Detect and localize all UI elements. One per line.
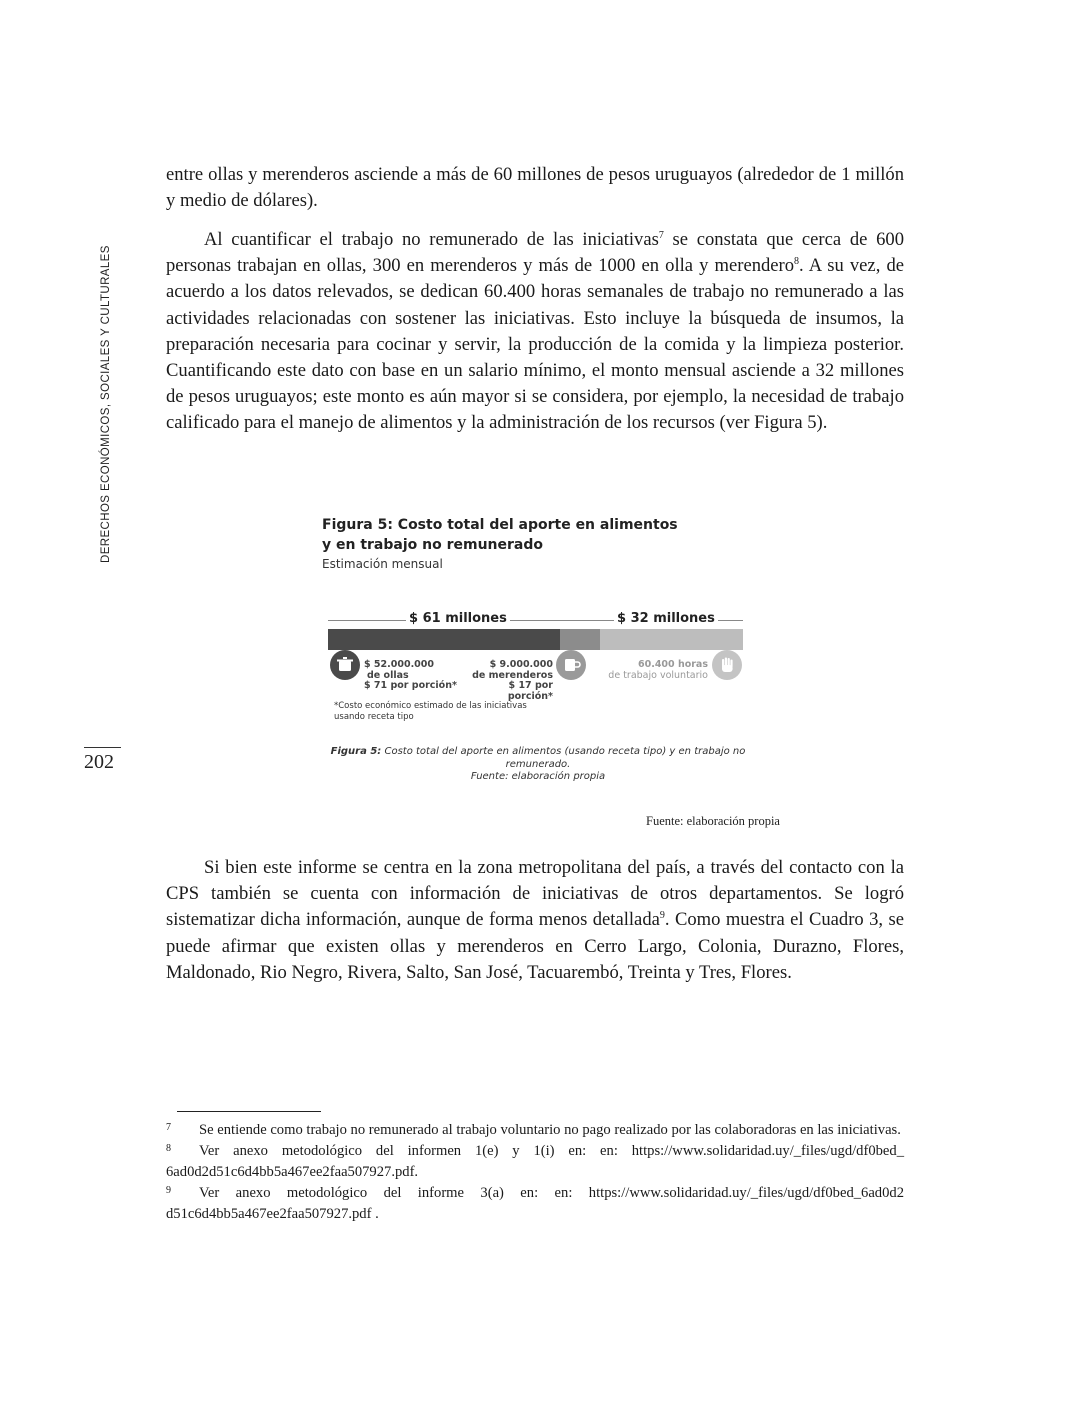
ollas-value: $ 52.000.000 de ollas $ 71 por porción* bbox=[364, 659, 457, 691]
paragraph-2-text-c: . A su vez, de acuerdo a los datos relevados, se dedican 60.400 horas semanales de trabajo no remunerado a las actividades relacionadas con sostener las iniciativas. Esto incluye la búsqueda de insumos, la preparación necesaria para cocinar y servir, la producción de la comida y la limpieza posterior. Cuantificando este dato con base en un salario mínimo, el monto mensual asciende a 32 millones de pesos uruguayos; este monto es aún mayor si se considera, por ejemplo, la necesidad de trabajo calificado para el manejo de alimentos y la administración de los recursos (ver Figura 5). bbox=[166, 255, 904, 434]
group-2-label: $ 32 millones bbox=[614, 611, 718, 626]
paragraph-2 bbox=[166, 227, 904, 437]
figure-note: *Costo económico estimado de las iniciativas usando receta tipo bbox=[334, 701, 527, 722]
bar-ollas bbox=[328, 629, 560, 650]
page-number: 202 bbox=[84, 751, 114, 773]
footnote-8: 8 Ver anexo metodológico del informen 1(e) y 1(i) en: en: https://www.solidaridad.uy/_files/ugd/df0bed_ 6ad0d2d51c6d4bb5a467ee2faa507927.pdf. bbox=[166, 1143, 904, 1180]
hand-icon bbox=[712, 650, 742, 680]
group-1-label: $ 61 millones bbox=[406, 611, 510, 626]
figure-title-line-2: y en trabajo no remunerado bbox=[322, 537, 544, 553]
footnote-rule bbox=[177, 1111, 321, 1112]
footnote-ref-7[interactable]: 7 bbox=[658, 229, 664, 241]
page-number-rule bbox=[84, 747, 121, 748]
figure-title-line-1: Figura 5: Costo total del aporte en alimentos bbox=[322, 517, 678, 533]
bar-trabajo bbox=[600, 629, 743, 650]
footnote-ref-9[interactable]: 9 bbox=[659, 910, 665, 922]
pot-icon bbox=[330, 650, 360, 680]
footnotes bbox=[166, 1120, 904, 1225]
figure-5 bbox=[318, 512, 758, 792]
merenderos-value: $ 9.000.000 de merenderos $ 17 por porción* bbox=[472, 659, 553, 702]
paragraph-3-text-a: Si bien este informe se centra en la zona metropolitana del país, a través del contacto con la CPS también se cuenta con información de iniciativas de otros departamentos. Se logró sistematizar dicha información, aunque de forma menos detallada bbox=[166, 857, 904, 931]
paragraph-3 bbox=[166, 855, 904, 986]
figure-caption: Figura 5: Costo total del aporte en alimentos (usando receta tipo) y en trabajo no remunerado. Fuente: elaboración propia bbox=[330, 746, 746, 782]
paragraph-1: entre ollas y merenderos asciende a más de 60 millones de pesos uruguayos (alrededor de 1 millón y medio de dólares). bbox=[166, 164, 904, 212]
footnote-ref-8[interactable]: 8 bbox=[794, 256, 800, 268]
cup-icon bbox=[556, 650, 586, 680]
running-header: DERECHOS ECONÓMICOS, SOCIALES Y CULTURALES bbox=[100, 245, 112, 563]
paragraph-3-text-b: . Como muestra el Cuadro 3, se puede afirmar que existen ollas y merenderos en Cerro Largo, Colonia, Durazno, Flores, Maldonado, Rio Negro, Rivera, Salto, San José, Tacuarembó, Treinta y Tres, Flores. bbox=[166, 909, 904, 983]
figure-title bbox=[322, 515, 742, 555]
figure-subtitle: Estimación mensual bbox=[322, 557, 443, 571]
figure-source: Fuente: elaboración propia bbox=[646, 814, 780, 828]
footnote-9: 9 Ver anexo metodológico del informe 3(a) en: en: https://www.solidaridad.uy/_files/ugd/df0bed_6ad0d2 d51c6d4bb5a467ee2faa507927.pdf . bbox=[166, 1185, 904, 1222]
footnote-7: 7 Se entiende como trabajo no remunerado al trabajo voluntario no pago realizado por las colaboradoras en las iniciativas. bbox=[166, 1122, 901, 1138]
trabajo-value: 60.400 horas de trabajo voluntario bbox=[608, 659, 708, 681]
bar-merenderos bbox=[560, 629, 600, 650]
paragraph-2-text-a: Al cuantificar el trabajo no remunerado de las iniciativas bbox=[204, 229, 659, 250]
paragraph-2-text-b: se constata que cerca de 600 personas trabajan en ollas, 300 en merenderos y más de 1000 en olla y merendero bbox=[166, 229, 904, 277]
